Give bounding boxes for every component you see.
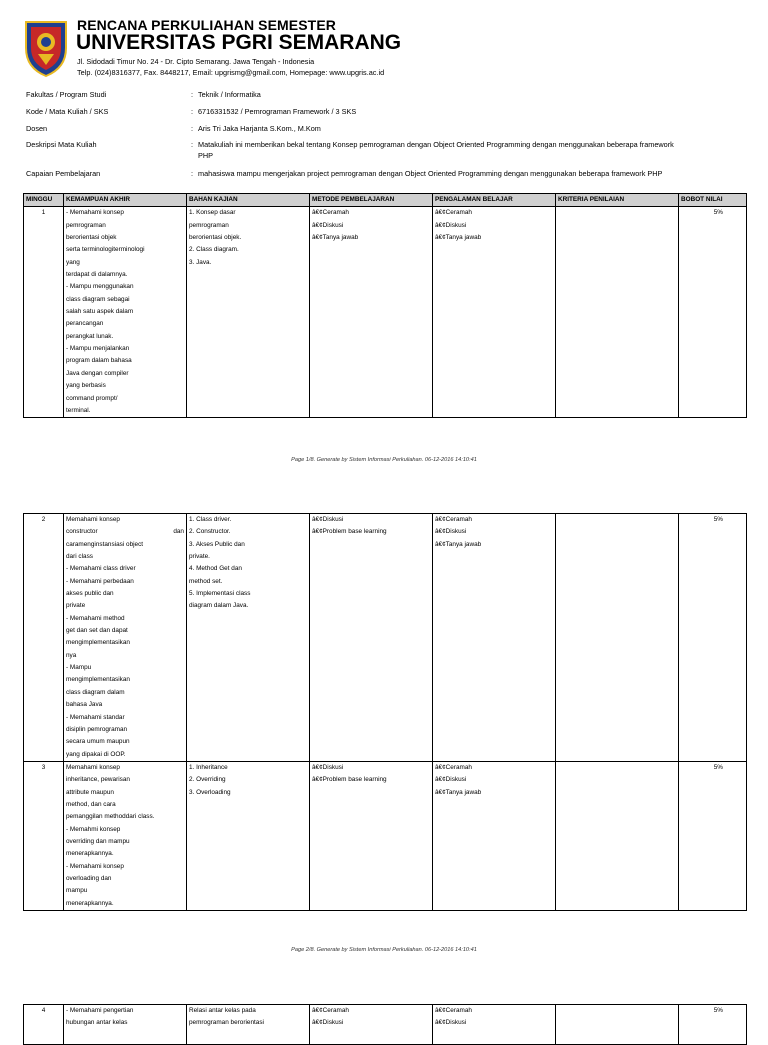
kemampuan-line: yang berbasis (66, 382, 106, 390)
metode-cell (310, 1005, 433, 1045)
pengalaman-line: â€¢Diskusi (435, 776, 467, 784)
col-bobot: BOBOT NILAI (679, 194, 747, 207)
kriteria-cell (556, 761, 679, 910)
kemampuan-line: nya (66, 651, 77, 659)
kemampuan-line: - Memahami konsep (66, 862, 124, 870)
metode-line: â€¢Ceramah (312, 209, 349, 217)
capaian-value: mahasiswa mampu mengerjakan project pemrograman dengan Object Oriented Programming dengan menggunakan beberapa framework PHP (198, 169, 663, 178)
table-row (24, 207, 747, 418)
colon: : (191, 124, 194, 133)
bahan-cell (187, 1005, 310, 1045)
kemampuan-line: hubungan antar kelas (66, 1019, 128, 1027)
document-title: RENCANA PERKULIAHAN SEMESTER (77, 17, 336, 33)
metode-cell (310, 514, 433, 762)
minggu-cell: 3 (24, 761, 64, 910)
bobot-cell: 5% (679, 207, 747, 418)
bahan-line: pemrograman berorientasi (189, 1019, 264, 1027)
bobot-cell: 5% (679, 514, 747, 762)
bahan-cell (187, 761, 310, 910)
rps-table-page-2 (23, 513, 747, 911)
kemampuan-cell (64, 514, 187, 762)
bahan-line: Relasi antar kelas pada (189, 1007, 256, 1014)
page-footer-2: Page 2/8. Generate by Sistem Informasi Perkuliahan. 06-12-2016 14:10:41 (291, 947, 477, 953)
kemampuan-line: terdapat di dalamnya. (66, 271, 128, 279)
kemampuan-line (66, 526, 184, 538)
metode-line: â€¢Problem base learning (312, 776, 387, 784)
kemampuan-line: berorientasi objek (66, 234, 117, 242)
kemampuan-line: dari class (66, 553, 93, 561)
kemampuan-line: Java dengan compiler (66, 369, 129, 377)
kemampuan-line: - Mampu (66, 664, 92, 672)
col-kemampuan: KEMAMPUAN AKHIR (64, 194, 187, 207)
bahan-line: 2. Class diagram. (189, 246, 239, 254)
kemampuan-line: program dalam bahasa (66, 357, 132, 365)
kemampuan-line: overloading dan (66, 874, 112, 882)
pengalaman-cell (433, 1005, 556, 1045)
col-kriteria: KRITERIA PENILAIAN (556, 194, 679, 207)
bahan-cell (187, 207, 310, 418)
bobot-cell: 5% (679, 761, 747, 910)
bahan-line: 1. Class driver. (189, 516, 232, 523)
bahan-line: 1. Inheritance (189, 763, 228, 771)
table-header-row (24, 194, 747, 207)
kemampuan-line: yang (66, 258, 80, 266)
dosen-label: Dosen (26, 124, 48, 133)
page-footer-1: Page 1/8. Generate by Sistem Informasi Perkuliahan. 06-12-2016 14:10:41 (291, 457, 477, 463)
bahan-line: 3. Overloading (189, 788, 231, 796)
kemampuan-line: Memahami konsep (66, 516, 120, 523)
metode-line: â€¢Ceramah (312, 1007, 349, 1014)
kemampuan-line: - Memahami perbedaan (66, 577, 134, 585)
bahan-line: 2. Overriding (189, 776, 226, 784)
pengalaman-line: â€¢Ceramah (435, 1007, 472, 1014)
bahan-line: 2. Constructor. (189, 528, 231, 536)
kemampuan-line: mengimplementasikan (66, 639, 130, 647)
deskripsi-label: Deskripsi Mata Kuliah (26, 140, 97, 149)
metode-line: â€¢Diskusi (312, 516, 344, 523)
bahan-cell (187, 514, 310, 762)
kemampuan-line: salah satu aspek dalam (66, 308, 134, 316)
bahan-line: 3. Akses Public dan (189, 540, 245, 548)
pengalaman-cell (433, 207, 556, 418)
pengalaman-line: â€¢Ceramah (435, 763, 472, 771)
bahan-line: private. (189, 553, 210, 561)
col-bahan: BAHAN KAJIAN (187, 194, 310, 207)
table-row (24, 1005, 747, 1045)
kemampuan-line: - Memahmi konsep (66, 825, 121, 833)
colon: : (191, 90, 194, 99)
kemampuan-line-text: constructor (66, 528, 98, 536)
kemampuan-line: inheritance, pewarisan (66, 776, 130, 784)
table-row (24, 761, 747, 910)
kemampuan-line: pemrograman (66, 221, 106, 229)
kemampuan-line: Memahami konsep (66, 763, 120, 771)
kemampuan-line: disiplin pemrograman (66, 725, 128, 733)
kemampuan-line: serta terminologiterminologi (66, 246, 145, 254)
kemampuan-line: perancangan (66, 320, 104, 328)
address-line: Jl. Sidodadi Timur No. 24 - Dr. Cipto Semarang. Jawa Tengah - Indonesia (77, 57, 315, 66)
metode-line: â€¢Problem base learning (312, 528, 387, 536)
kemampuan-line: private (66, 602, 86, 610)
kemampuan-line: - Memahami class driver (66, 565, 136, 573)
deskripsi-value (198, 139, 748, 161)
dosen-value: Aris Tri Jaka Harjanta S.Kom., M.Kom (198, 124, 321, 133)
fakultas-value: Teknik / Informatika (198, 90, 261, 99)
bahan-line: method set. (189, 577, 223, 585)
colon: : (191, 140, 194, 149)
capaian-label: Capaian Pembelajaran (26, 169, 101, 178)
kemampuan-line: menerapkannya. (66, 899, 114, 907)
kemampuan-line: - Mampu menjalankan (66, 345, 130, 353)
pengalaman-line: â€¢Tanya jawab (435, 234, 482, 242)
metode-cell (310, 207, 433, 418)
kode-label: Kode / Mata Kuliah / SKS (26, 107, 109, 116)
kemampuan-line: overriding dan mampu (66, 837, 130, 845)
bahan-line: berorientasi objek. (189, 234, 242, 242)
kode-value: 6716331532 / Pemrograman Framework / 3 SKS (198, 107, 357, 116)
bahan-line: pemrograman (189, 221, 229, 229)
pengalaman-line: â€¢Diskusi (435, 528, 467, 536)
university-address (77, 56, 384, 78)
col-metode: METODE PEMBELAJARAN (310, 194, 433, 207)
deskripsi-line-2: PHP (198, 151, 214, 160)
metode-line: â€¢Diskusi (312, 221, 344, 229)
colon: : (191, 107, 194, 116)
contact-line: Telp. (024)8316377, Fax. 8448217, Email: upgrismg@gmail.com, Homepage: www.upgris.ac.id (77, 68, 385, 77)
table-row (24, 514, 747, 762)
metode-cell (310, 761, 433, 910)
kemampuan-line: get dan set dan dapat (66, 627, 128, 635)
kemampuan-line: class diagram sebagai (66, 295, 130, 303)
bahan-line: 1. Konsep dasar (189, 209, 236, 217)
kemampuan-cell (64, 1005, 187, 1045)
kemampuan-line: bahasa Java (66, 701, 103, 709)
kemampuan-line: akses public dan (66, 590, 114, 598)
pengalaman-line: â€¢Tanya jawab (435, 788, 482, 796)
kemampuan-line: terminal. (66, 406, 91, 414)
rps-table-page-1 (23, 193, 747, 418)
deskripsi-line-1: Matakuliah ini memberikan bekal tentang Konsep pemrograman dengan Object Oriented Programming dengan menggunakan beberapa framework (198, 140, 674, 149)
bahan-line: 5. Implementasi class (189, 590, 251, 598)
kemampuan-line: class diagram dalam (66, 688, 125, 696)
university-shield-logo (24, 18, 68, 78)
kemampuan-cell (64, 207, 187, 418)
kemampuan-line: - Memahami pengertian (66, 1007, 134, 1014)
pengalaman-cell (433, 761, 556, 910)
kriteria-cell (556, 1005, 679, 1045)
metode-line: â€¢Tanya jawab (312, 234, 359, 242)
kemampuan-cell (64, 761, 187, 910)
kemampuan-line: - Mampu menggunakan (66, 283, 134, 291)
kemampuan-line: menerapkannya. (66, 850, 114, 858)
kemampuan-line: command prompt/ (66, 394, 118, 402)
fakultas-label: Fakultas / Program Studi (26, 90, 107, 99)
col-minggu: MINGGU (24, 194, 64, 207)
col-pengalaman: PENGALAMAN BELAJAR (433, 194, 556, 207)
bahan-line: 4. Method Get dan (189, 565, 242, 573)
pengalaman-line: â€¢Tanya jawab (435, 540, 482, 548)
kemampuan-line: mengimplementasikan (66, 676, 130, 684)
pengalaman-line: â€¢Ceramah (435, 516, 472, 523)
minggu-cell: 2 (24, 514, 64, 762)
minggu-cell: 1 (24, 207, 64, 418)
pengalaman-line: â€¢Diskusi (435, 221, 467, 229)
kemampuan-line: attribute maupun (66, 788, 114, 796)
metode-line: â€¢Diskusi (312, 1019, 344, 1027)
kemampuan-line: pemanggilan methoddari class. (66, 813, 155, 821)
bahan-line: 3. Java. (189, 258, 212, 266)
kemampuan-line: - Memahami konsep (66, 209, 124, 217)
minggu-cell: 4 (24, 1005, 64, 1045)
kemampuan-line: - Memahami method (66, 614, 125, 622)
bobot-cell: 5% (679, 1005, 747, 1045)
kemampuan-line: caramenginstansiasi object (66, 540, 144, 548)
kemampuan-line: perangkat lunak. (66, 332, 114, 340)
bahan-line: diagram dalam Java. (189, 602, 249, 610)
kemampuan-line-dan: dan (173, 528, 184, 536)
rps-table-page-3 (23, 1004, 747, 1045)
pengalaman-line: â€¢Ceramah (435, 209, 472, 217)
kriteria-cell (556, 207, 679, 418)
kemampuan-line: method, dan cara (66, 800, 116, 808)
kemampuan-line: - Memahami standar (66, 713, 125, 721)
university-name: UNIVERSITAS PGRI SEMARANG (76, 31, 402, 54)
pengalaman-cell (433, 514, 556, 762)
metode-line: â€¢Diskusi (312, 763, 344, 771)
kemampuan-line: mampu (66, 887, 88, 895)
kemampuan-line: yang dipakai di OOP. (66, 750, 126, 758)
kemampuan-line: secara umum maupun (66, 738, 130, 746)
pengalaman-line: â€¢Diskusi (435, 1019, 467, 1027)
colon: : (191, 169, 194, 178)
kriteria-cell (556, 514, 679, 762)
